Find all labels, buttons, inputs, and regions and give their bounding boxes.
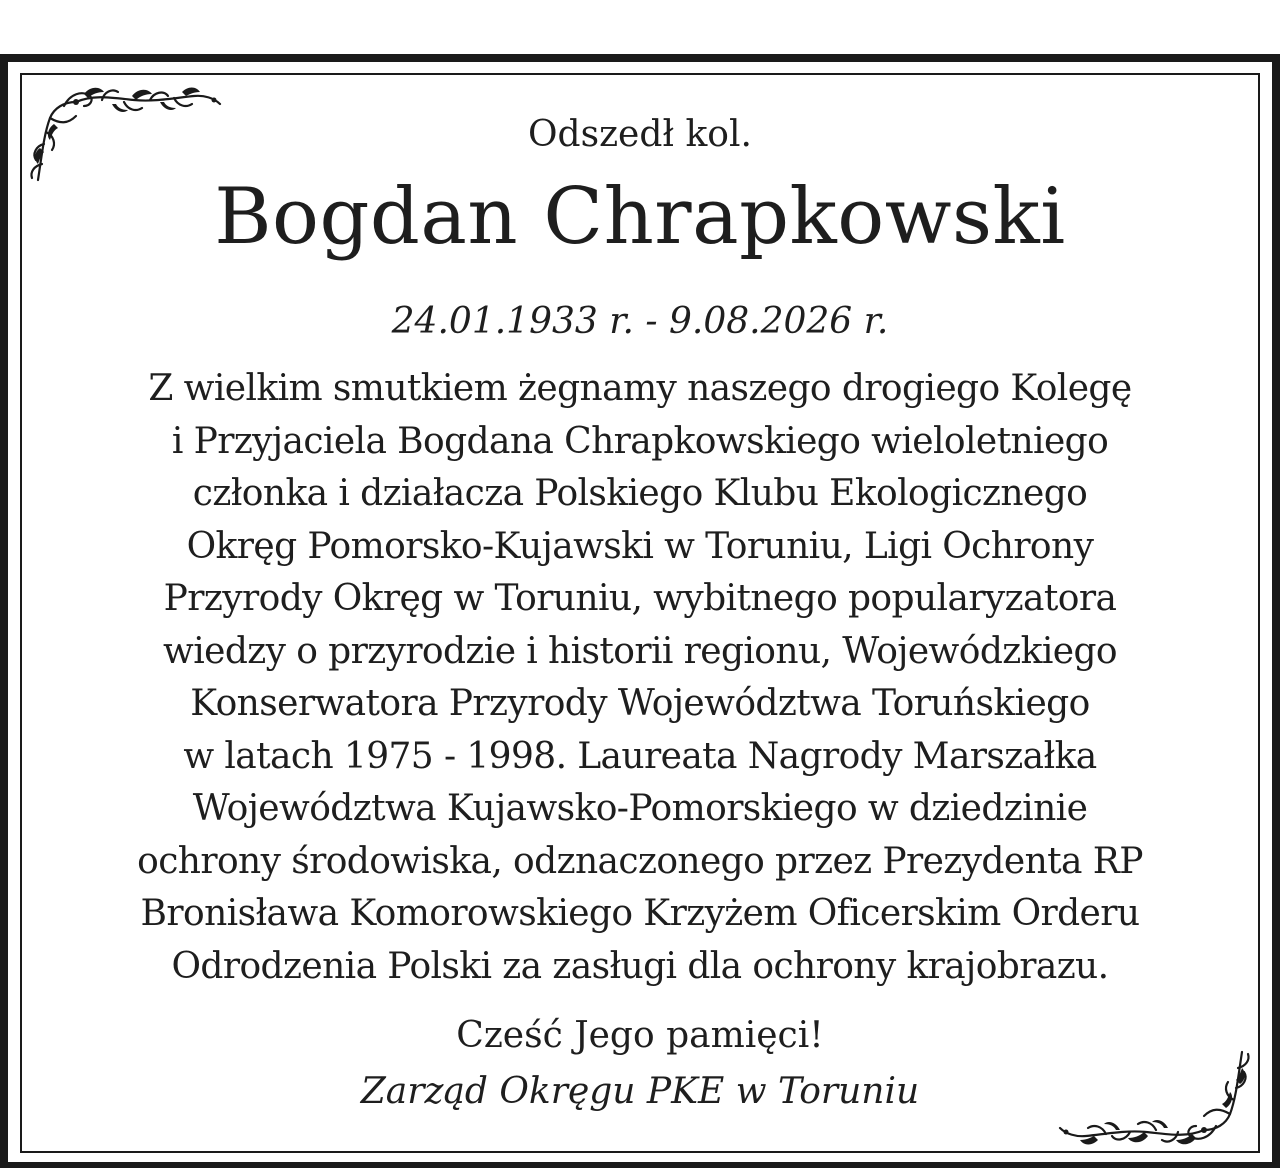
body-line: członka i działacza Polskiego Klubu Ekologicznego	[192, 473, 1088, 514]
body-line: Województwa Kujawsko-Pomorskiego w dziedzinie	[192, 788, 1088, 829]
deceased-name: Bogdan Chrapkowski	[214, 172, 1066, 262]
life-dates: 24.01.1933 r. - 9.08.2026 r.	[391, 301, 889, 342]
body-line: i Przyjaciela Bogdana Chrapkowskiego wieloletniego	[171, 420, 1109, 462]
body-line: wiedzy o przyrodzie i historii regionu, Wojewódzkiego	[163, 630, 1117, 672]
closing-phrase: Cześć Jego pamięci!	[456, 1015, 824, 1056]
body-line: Bronisława Komorowskiego Krzyżem Oficerskim Orderu	[140, 893, 1140, 934]
body-line: Okręg Pomorsko-Kujawski w Toruniu, Ligi Ochrony	[186, 525, 1094, 567]
obituary-body	[38, 363, 1242, 993]
body-line: Z wielkim smutkiem żegnamy naszego drogiego Kolegę	[148, 368, 1132, 409]
body-line: ochrony środowiska, odznaczonego przez Prezydenta RP	[137, 840, 1143, 882]
body-line: Przyrody Okręg w Toruniu, wybitnego popularyzatora	[163, 578, 1117, 619]
obituary-heading: Odszedł kol.	[528, 114, 752, 155]
obituary-frame	[0, 54, 1280, 1168]
body-line: w latach 1975 - 1998. Laureata Nagrody Marszałka	[183, 735, 1097, 777]
signature: Zarząd Okręgu PKE w Toruniu	[360, 1071, 920, 1112]
body-line: Konserwatora Przyrody Województwa Toruńskiego	[190, 683, 1090, 724]
body-line: Odrodzenia Polski za zasługi dla ochrony krajobrazu.	[171, 945, 1109, 987]
